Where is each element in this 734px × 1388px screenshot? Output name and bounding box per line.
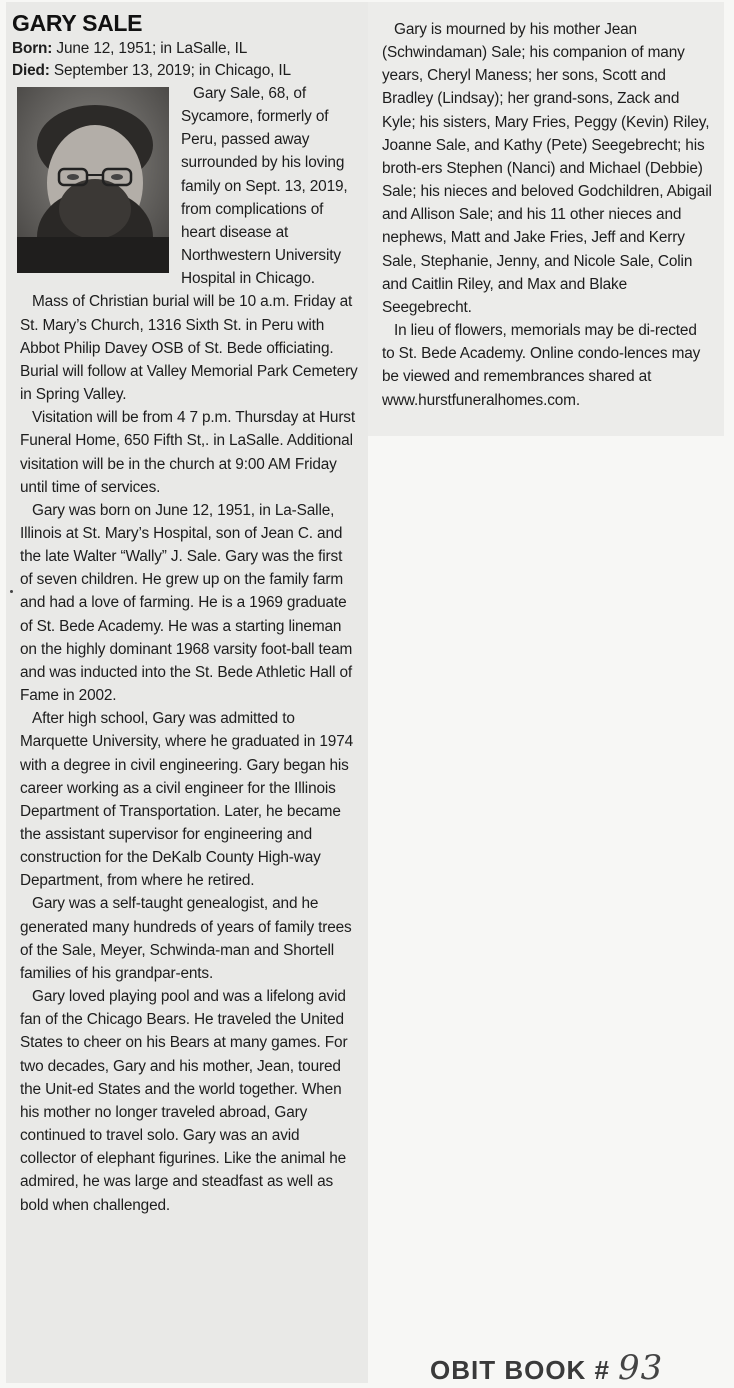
portrait-photo xyxy=(17,87,169,273)
paragraph-memorials: In lieu of flowers, memorials may be di-rected to St. Bede Academy. Online condo-lences may be viewed and remembrances shared at www.hurstfuneralhomes.com. xyxy=(382,322,701,409)
handwritten-obit-book-note xyxy=(430,1348,663,1388)
paragraph-early-life: Gary was born on June 12, 1951, in La-Salle, Illinois at St. Mary’s Hospital, son of Jean C. and the late Walter “Wally” J. Sale. Gary was the first of seven children. He grew up on the family farm and had a love of farming. He is a 1969 graduate of St. Bede Academy. He was a starting lineman on the highly dominant 1968 varsity foot-ball team and was inducted into the St. Bede Athletic Hall of Fame in 2002. xyxy=(20,501,353,705)
obituary-title: GARY SALE xyxy=(12,10,143,36)
born-line xyxy=(12,38,358,60)
paragraph-genealogy: Gary was a self-taught genealogist, and he generated many hundreds of years of family trees of the Sale, Meyer, Schwinda-man and Shortell families of his grandpar-ents. xyxy=(20,895,352,982)
paragraph-career: After high school, Gary was admitted to Marquette University, where he graduated in 1974 with a degree in civil engineering. Gary began his career working as a civil engineer for the Illinois Department of Transportation. Later, he became the assistant supervisor for engineering and construction for the DeKalb County High-way Department, from where he retired. xyxy=(20,710,354,890)
obituary-right-column xyxy=(382,18,712,412)
died-value: September 13, 2019; in Chicago, IL xyxy=(49,62,291,79)
paragraph-mass: Mass of Christian burial will be 10 a.m. Friday at St. Mary’s Church, 1316 Sixth St. in Peru with Abbot Philip Davey OSB of St. Bede officiating. Burial will follow at Valley Memorial Park Cemetery in Spring Valley. xyxy=(20,293,358,404)
print-speck xyxy=(10,590,13,593)
portrait-photo-graphic xyxy=(17,87,169,273)
born-label: Born: xyxy=(12,40,53,57)
died-line xyxy=(12,60,358,82)
paragraph-intro: Gary Sale, 68, of Sycamore, formerly of Peru, passed away surrounded by his loving family on Sept. 13, 2019, from complications of heart disease at Northwestern University Hospital in Chicago. xyxy=(181,85,348,288)
obit-book-number: 93 xyxy=(618,1348,664,1388)
obituary-left-column xyxy=(12,10,358,1217)
obit-book-label: OBIT BOOK # xyxy=(430,1355,611,1385)
paragraph-hobbies: Gary loved playing pool and was a lifelong avid fan of the Chicago Bears. He traveled the United States to cheer on his Bears at many games. For two decades, Gary and his mother, Jean, toured the Unit-ed States and the world together. When his mother no longer traveled abroad, Gary continued to travel solo. Gary was an avid collector of elephant figurines. Like the animal he admired, he was large and steadfast as well as bold when challenged. xyxy=(20,988,348,1214)
paragraph-visitation: Visitation will be from 4 7 p.m. Thursday at Hurst Funeral Home, 650 Fifth St,. in LaSalle. Additional visitation will be in the church at 9:00 AM Friday until time of services. xyxy=(20,409,355,496)
died-label: Died: xyxy=(12,62,50,79)
born-value: June 12, 1951; in LaSalle, IL xyxy=(52,40,248,57)
paragraph-survivors: Gary is mourned by his mother Jean (Schwindaman) Sale; his companion of many years, Cheryl Maness; her sons, Scott and Bradley (Lindsay); her grand-sons, Zack and Kyle; his sisters, Mary Fries, Peggy (Kevin) Riley, Joanne Sale, and Kathy (Pete) Seegebrecht; his broth-ers Stephen (Nanci) and Michael (Debbie) Sale; his nieces and beloved Godchildren, Abigail and Allison Sale; and his 11 other nieces and nephews, Matt and Jake Fries, Jeff and Kerry Sale, Stephanie, Jenny, and Nicole Sale, Colin and Caitlin Riley, and Max and Blake Seegebrecht. xyxy=(382,21,712,316)
